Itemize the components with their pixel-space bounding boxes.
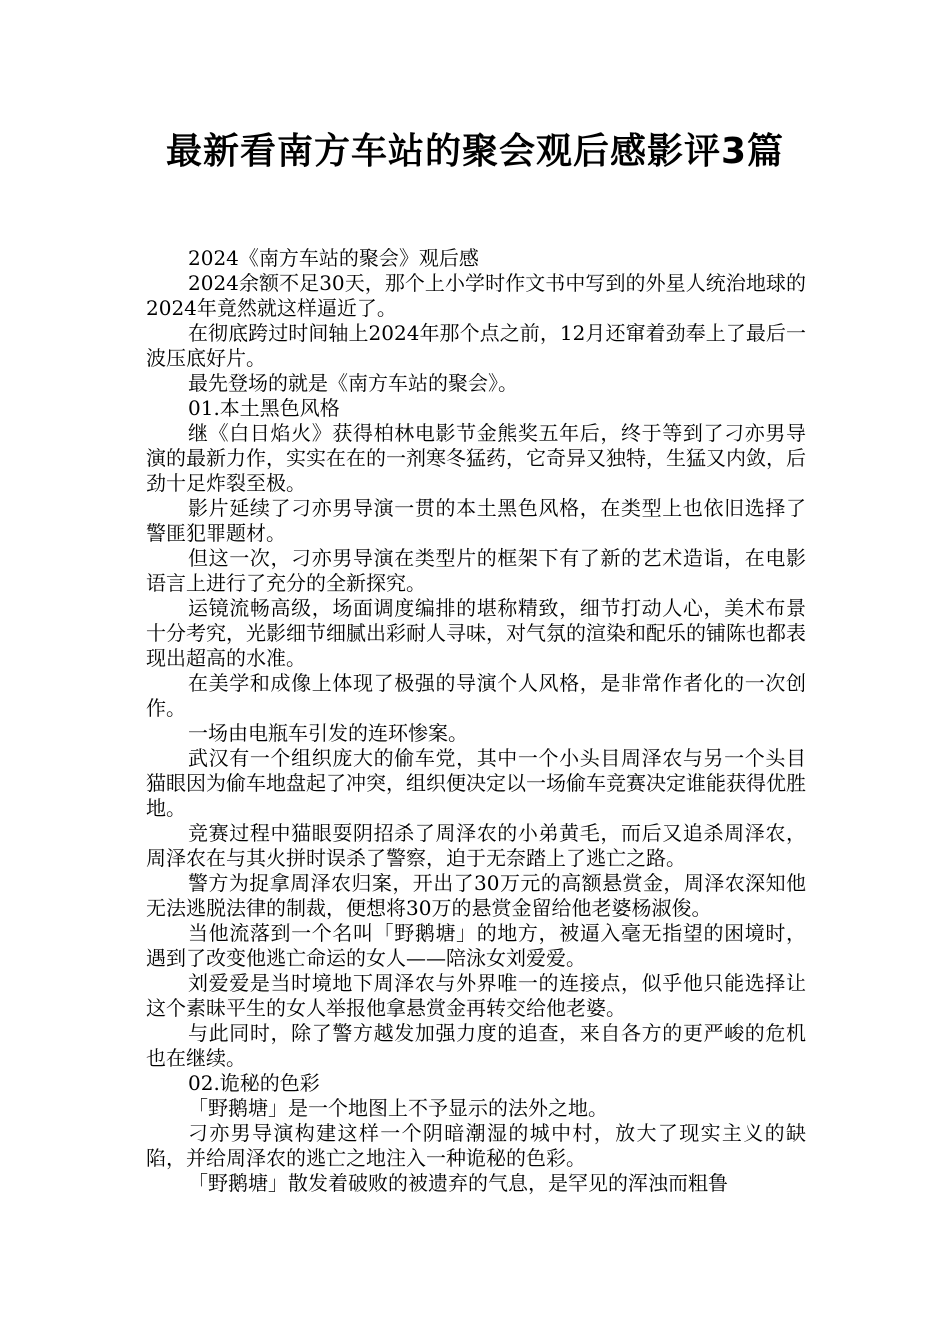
paragraph: 2024余额不足30天，那个上小学时作文书中写到的外星人统治地球的2024年竟然就这样逼近了。: [146, 271, 806, 320]
document-body: [146, 246, 806, 1196]
paragraph: 与此同时，除了警方越发加强力度的追查，来自各方的更严峻的危机也在继续。: [146, 1021, 806, 1070]
paragraph: 刁亦男导演构建这样一个阴暗潮湿的城中村，放大了现实主义的缺陷，并给周泽农的逃亡之地注入一种诡秘的色彩。: [146, 1121, 806, 1170]
paragraph: 「野鹅塘」是一个地图上不予显示的法外之地。: [188, 1096, 608, 1120]
paragraph: 「野鹅塘」散发着破败的被遗弃的气息，是罕见的浑浊而粗鲁: [188, 1171, 728, 1195]
paragraph: 警方为捉拿周泽农归案，开出了30万元的高额悬赏金，周泽农深知他无法逃脱法律的制裁，便想将30万的悬赏金留给他老婆杨淑俊。: [146, 871, 806, 920]
paragraph: 武汉有一个组织庞大的偷车党，其中一个小头目周泽农与另一个头目猫眼因为偷车地盘起了冲突，组织便决定以一场偷车竞赛决定谁能获得优胜地。: [146, 746, 806, 820]
paragraph: 刘爱爱是当时境地下周泽农与外界唯一的连接点，似乎他只能选择让这个素昧平生的女人举报他拿悬赏金再转交给他老婆。: [146, 971, 806, 1020]
section-heading: 01.本土黑色风格: [188, 396, 340, 420]
paragraph: 在美学和成像上体现了极强的导演个人风格，是非常作者化的一次创作。: [146, 671, 806, 720]
paragraph: 最先登场的就是《南方车站的聚会》。: [188, 371, 518, 395]
paragraph: 继《白日焰火》获得柏林电影节金熊奖五年后，终于等到了刁亦男导演的最新力作，实实在在的一剂寒冬猛药，它奇异又独特，生猛又内敛，后劲十足炸裂至极。: [146, 421, 806, 495]
document-title: 最新看南方车站的聚会观后感影评3篇: [165, 131, 785, 172]
paragraph: 影片延续了刁亦男导演一贯的本土黑色风格，在类型上也依旧选择了警匪犯罪题材。: [146, 496, 806, 545]
paragraph: 竞赛过程中猫眼耍阴招杀了周泽农的小弟黄毛，而后又追杀周泽农，周泽农在与其火拼时误杀了警察，迫于无奈踏上了逃亡之路。: [146, 821, 806, 870]
paragraph: 但这一次，刁亦男导演在类型片的框架下有了新的艺术造诣，在电影语言上进行了充分的全新探究。: [146, 546, 806, 595]
section-heading: 02.诡秘的色彩: [188, 1071, 320, 1095]
paragraph: 在彻底跨过时间轴上2024年那个点之前，12月还窜着劲奉上了最后一波压底好片。: [146, 321, 806, 370]
paragraph: 当他流落到一个名叫「野鹅塘」的地方，被逼入毫无指望的困境时，遇到了改变他逃亡命运的女人——陪泳女刘爱爱。: [146, 921, 806, 970]
paragraph: 一场由电瓶车引发的连环惨案。: [188, 721, 468, 745]
paragraph: 运镜流畅高级，场面调度编排的堪称精致，细节打动人心，美术布景十分考究，光影细节细腻出彩耐人寻味，对气氛的渲染和配乐的铺陈也都表现出超高的水准。: [146, 596, 806, 670]
paragraph: 2024《南方车站的聚会》观后感: [188, 246, 479, 270]
